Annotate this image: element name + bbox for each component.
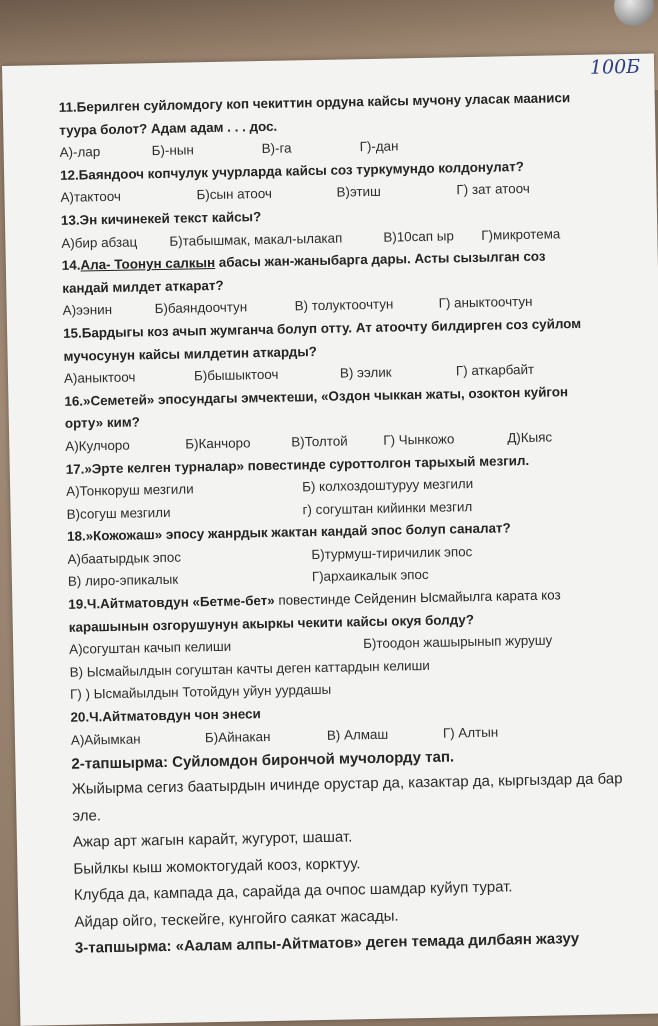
task-2-sentence: Айдар ойго, тескейге, кунгойго саякат жасады. <box>74 907 399 931</box>
question-11: 11.Берилген суйломдогу коп чекиттин ордуна кайсы мучону уласак мааниси <box>58 90 571 115</box>
task-2-sentence: Ажар арт жагын карайт, жугурот, шашат. <box>72 828 353 851</box>
option-c: В)-га <box>261 140 292 157</box>
task-2-sentence: эле. <box>72 806 102 825</box>
task-2-title: 2-тапшырма: Суйломдон бирончой мучолорду тап. <box>71 748 455 774</box>
question-20: 20.Ч.Айтматовдун чон энеси <box>70 706 261 725</box>
task-2-sentence: Жыйырма сегиз баатырдын ичинде орустар да, казактар да, кыргыздар да бар <box>71 770 623 799</box>
option-b: Б)сын атооч <box>196 186 273 203</box>
option-c: В)Толтой <box>291 433 348 450</box>
question-17: 17.»Эрте келген турналар» повестинде суроттолгон тарыхый мезгил. <box>65 452 530 477</box>
option-b: Б)-нын <box>151 142 194 159</box>
worksheet-page <box>2 53 658 1025</box>
option-a: А)тактооч <box>60 189 122 206</box>
option-a: А)Тонкоруш мезгили <box>66 481 194 499</box>
option-d: Г) аткарбайт <box>455 361 535 379</box>
option-d: Г)-дан <box>359 138 399 155</box>
option-c: В) ээлик <box>339 364 392 381</box>
option-c: В)этиш <box>336 184 381 200</box>
option-c: В) Алмаш <box>326 726 389 743</box>
option-d: Г) Чынкожо <box>383 431 455 448</box>
question-13: 13.Эн кичинекей текст кайсы? <box>60 209 262 228</box>
question-14: 14.Ала- Тоонун салкын абасы жан-жаныбарга дары. Асты сызылган соз <box>61 248 546 274</box>
option-c: В) лиро-эпикалык <box>67 572 179 590</box>
underlined-phrase: Ала- Тоонун салкын <box>80 255 216 273</box>
option-b: Б)турмуш-тиричилик эпос <box>311 543 473 563</box>
option-d: Г) зат атооч <box>456 181 530 198</box>
option-a: А)Кулчоро <box>65 437 130 454</box>
page-number: 100Б <box>589 55 641 79</box>
question-15-line2: мучосунун кайсы милдетин аткарды? <box>63 343 317 364</box>
option-a: А)-лар <box>59 144 101 161</box>
option-b: Б)тоодон жашырынып журушу <box>363 632 553 652</box>
question-19: 19.Ч.Айтматовдун «Бетме-бет» повестинде Сейденин Ысмайылга карата коз <box>68 587 561 612</box>
question-16: 16.»Семетей» эпосундагы эмчектеши, «Оздон чыккан жаты, озоктон куйгон <box>64 383 569 409</box>
option-c: В) толуктоочтун <box>294 296 394 314</box>
option-d: Г) аныктоочтун <box>438 294 533 312</box>
option-b: Б)табышмак, макал-ылакап <box>169 230 343 249</box>
question-16-line2: орту» ким? <box>64 414 141 432</box>
option-c: В)согуш мезгили <box>66 504 171 522</box>
question-11-line2: туура болот? Адам адам . . . дос. <box>59 118 278 138</box>
option-d: Г) Алтын <box>442 724 499 741</box>
option-a: А)бир абзац <box>61 234 138 251</box>
task-3-title: 3-тапшырма: «Аалам алпы-Айтматов» деген темада дилбаян жазуу <box>74 930 580 957</box>
question-14-line2: кандай милдет аткарат? <box>62 277 224 296</box>
task-2-sentence: Клубда да, кампада да, сарайда да очпос шамдар куйуп турат. <box>73 878 513 904</box>
question-19-line2: карашынын озгорушунун акыркы чекити кайсы окуя болду? <box>68 611 475 635</box>
option-a: А)Айымкан <box>70 731 141 748</box>
option-d: г) согуштан кийинки мезгил <box>302 498 473 517</box>
option-b: Б)Айнакан <box>204 728 271 745</box>
question-15: 15.Бардыгы коз ачып жумганча болуп отту. Ат атоочту билдирген соз суйлом <box>62 315 582 341</box>
option-c: В) Ысмайылдын согуштан качты деген каттардын келиши <box>69 657 430 680</box>
task-2-sentence: Быйлкы кыш жомоктогудай кооз, корктуу. <box>73 854 361 878</box>
question-12: 12.Баяндооч копчулук учурларда кайсы соз туркумундо колдонулат? <box>59 158 525 183</box>
question-18: 18.»Кожожаш» эпосу жанрдык жактан кандай эпос болуп саналат? <box>66 520 511 545</box>
worksheet-content <box>59 86 658 961</box>
option-d: Г)архаикалык эпос <box>311 567 429 585</box>
option-d: Г) ) Ысмайылдын Тотойдун уйун уурдашы <box>69 682 332 703</box>
option-a: А)ээнин <box>62 302 113 319</box>
option-b: Б) колхоздоштуруу мезгили <box>301 476 474 495</box>
option-a: А)аныктооч <box>63 369 136 386</box>
option-b: Б)баяндоочтун <box>154 299 248 317</box>
option-e: Д)Кыяс <box>507 429 553 446</box>
option-b: Б)бышыктооч <box>193 366 279 384</box>
option-c: В)10сап ыр <box>383 227 454 245</box>
option-d: Г)микротема <box>481 225 561 243</box>
option-a: А)согуштан качып келиши <box>69 638 232 658</box>
option-a: А)баатырдык эпос <box>67 549 182 567</box>
option-b: Б)Канчоро <box>185 435 251 452</box>
